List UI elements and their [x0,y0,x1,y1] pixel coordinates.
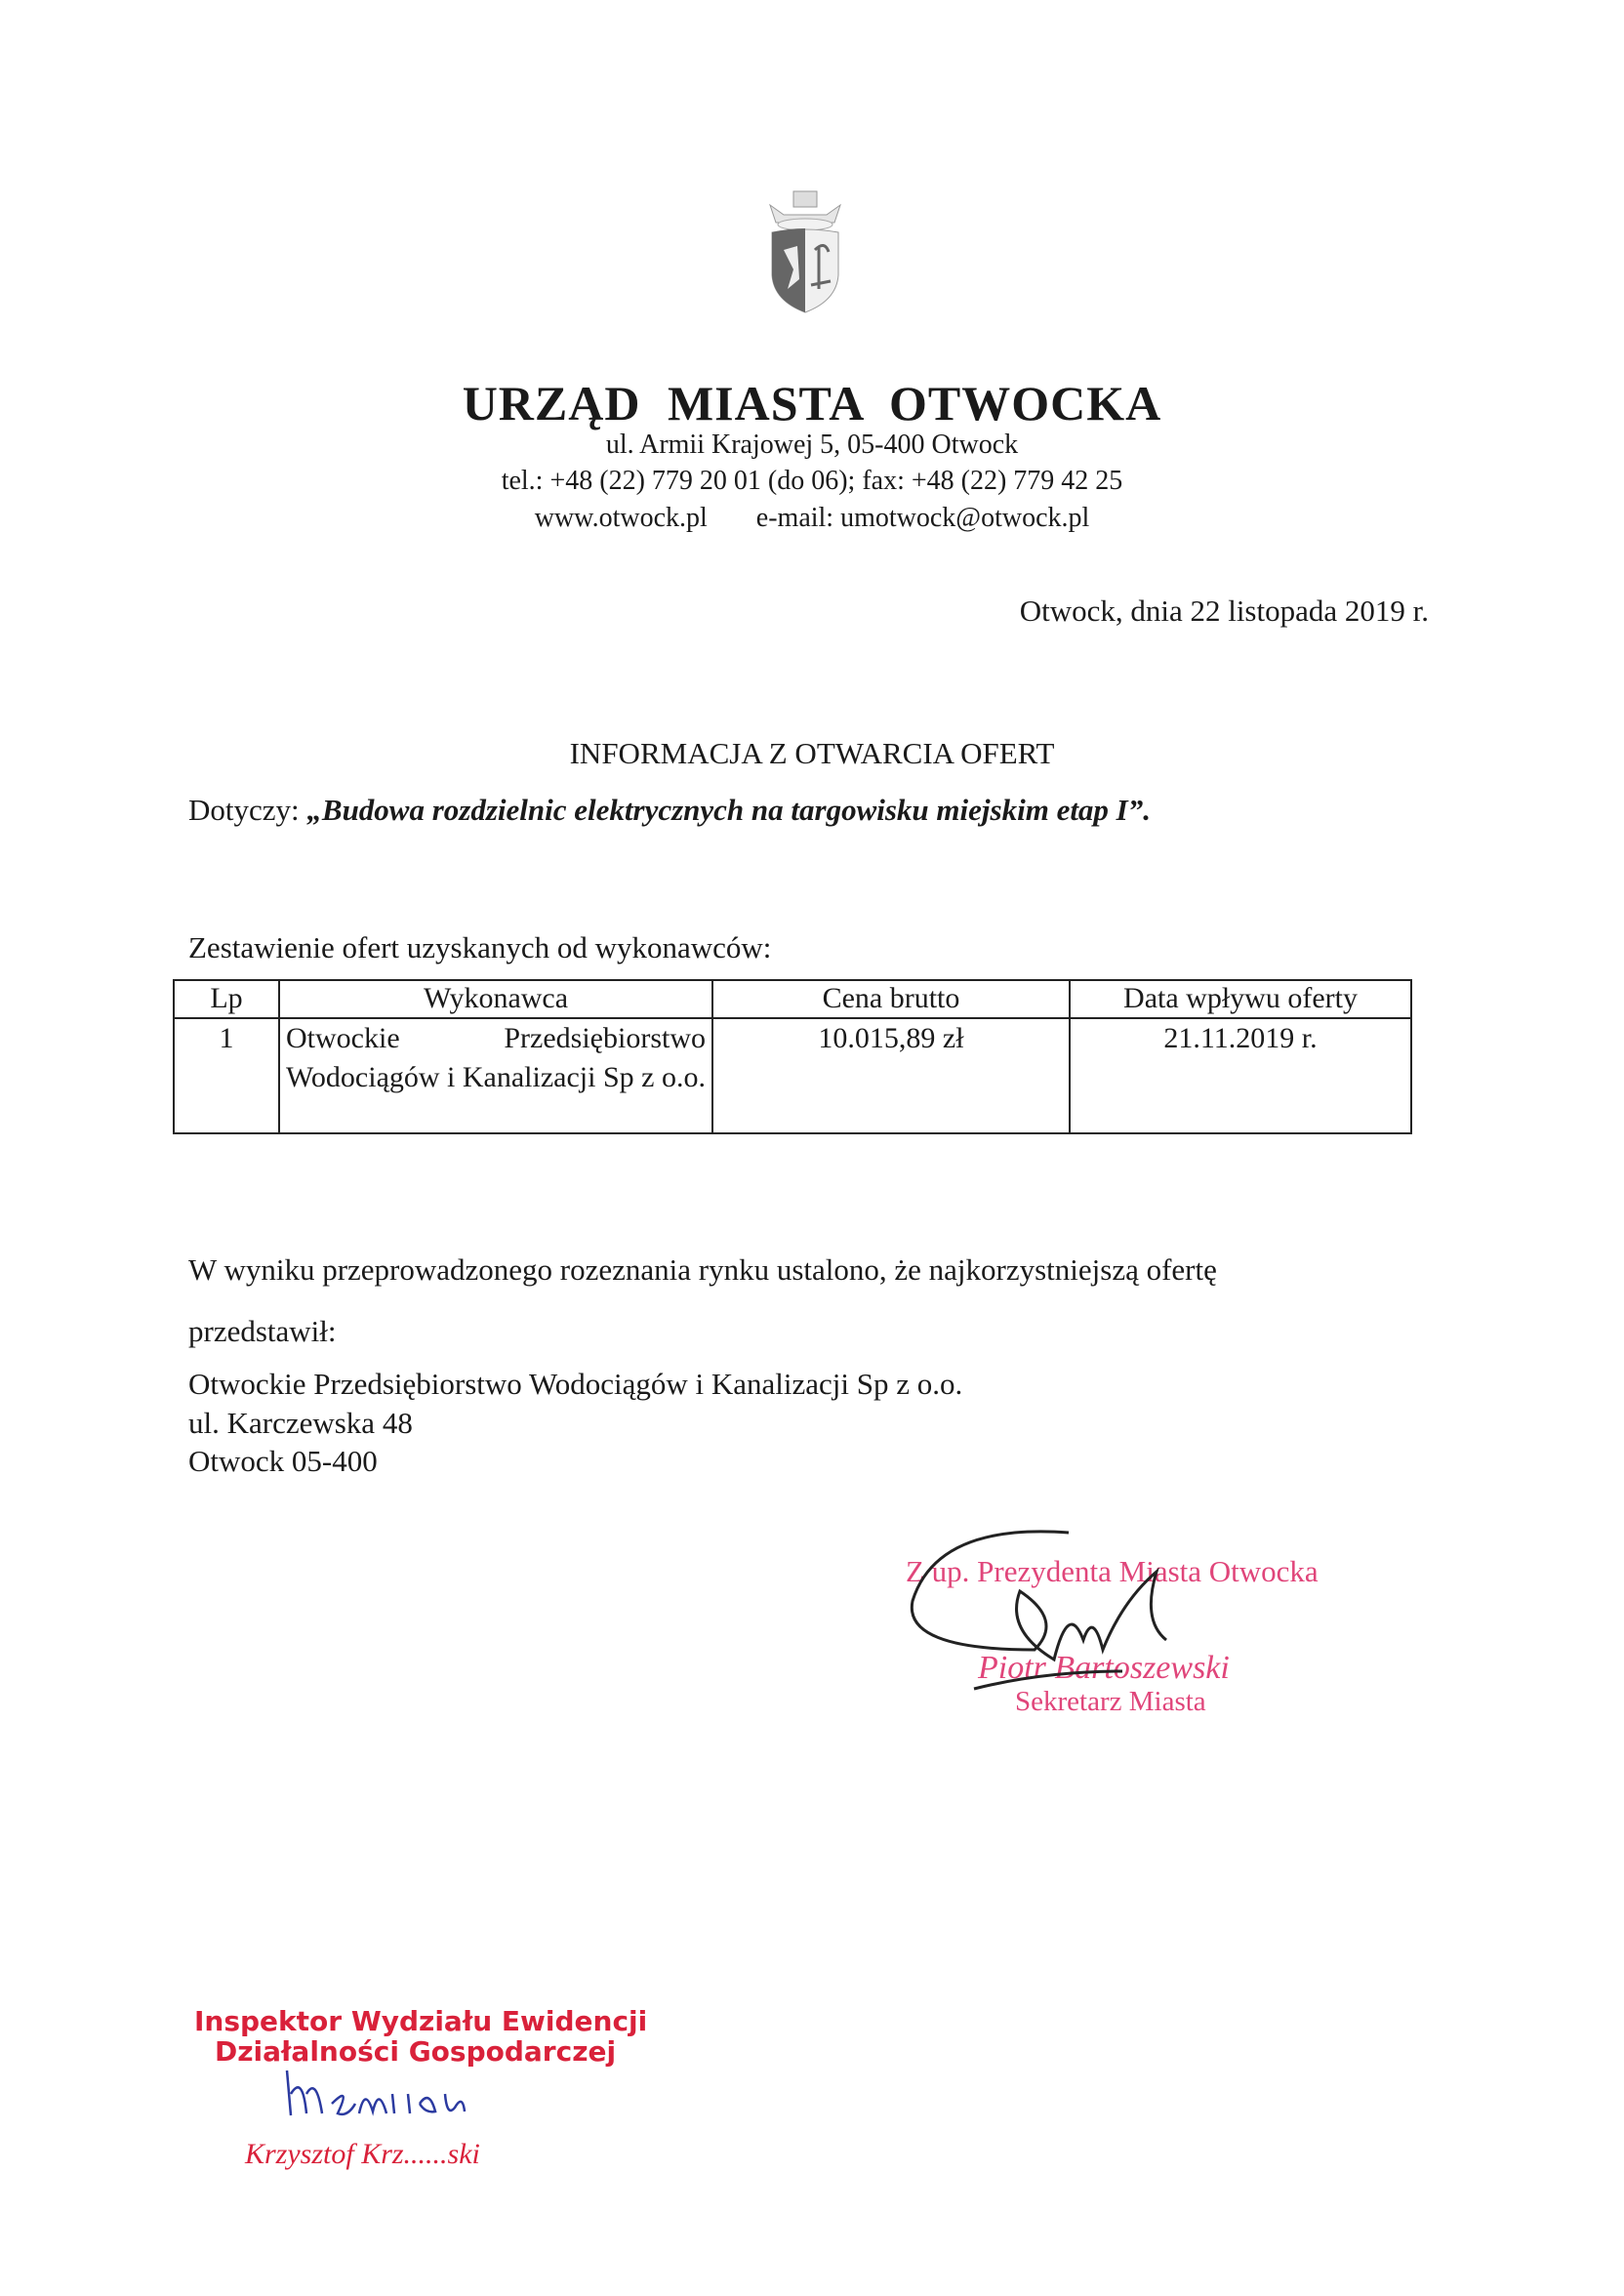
office-website[interactable]: www.otwock.pl [534,503,708,533]
inspector-handwritten-signature [283,2065,498,2123]
summary-intro: Zestawienie ofert uzyskanych od wykonawców: [188,930,772,964]
stamp-role: Sekretarz Miasta [1015,1686,1206,1717]
stamp-authority: Z up. Prezydenta Miasta Otwocka [906,1554,1319,1588]
office-title: URZĄD MIASTA OTWOCKA [462,376,1162,430]
header-date: Data wpływu oferty [1070,980,1411,1018]
cell-date: 21.11.2019 r. [1070,1018,1411,1133]
office-phone-fax: tel.: +48 (22) 779 20 01 (do 06); fax: +48 (22) 779 42 25 [501,466,1123,496]
winner-street: ul. Karczewska 48 [188,1406,413,1440]
conclusion-line-2: przedstawił: [188,1314,337,1348]
document-date: Otwock, dnia 22 listopada 2019 r. [1019,594,1429,628]
inspector-stamp-line-2: Działalności Gospodarczej [215,2035,617,2068]
header-price: Cena brutto [712,980,1070,1018]
cell-lp: 1 [174,1018,279,1133]
winner-city: Otwock 05-400 [188,1444,378,1478]
office-address: ul. Armii Krajowej 5, 05-400 Otwock [605,430,1019,460]
header-lp: Lp [174,980,279,1018]
office-email[interactable]: e-mail: umotwock@otwock.pl [755,503,1090,533]
conclusion-line-1: W wyniku przeprowadzonego rozeznania rynku ustalono, że najkorzystniejszą ofertę [188,1252,1217,1287]
cell-price: 10.015,89 zł [712,1018,1070,1133]
inspector-stamp-line-1: Inspektor Wydziału Ewidencji [194,2005,648,2037]
subject-text: „Budowa rozdzielnic elektrycznych na targowisku miejskim etap I”. [306,793,1151,827]
stamp-name: Piotr Bartoszewski [978,1650,1230,1686]
winner-company: Otwockie Przedsiębiorstwo Wodociągów i Kanalizacji Sp z o.o. [188,1367,963,1401]
document-heading: INFORMACJA Z OTWARCIA OFERT [569,736,1055,770]
subject-label: Dotyczy: [188,793,300,827]
cell-contractor: Otwockie Przedsiębiorstwo Wodociągów i Kanalizacji Sp z o.o. [279,1018,712,1133]
header-contractor: Wykonawca [279,980,712,1018]
inspector-stamp-name: Krzysztof Krz......ski [245,2138,480,2170]
